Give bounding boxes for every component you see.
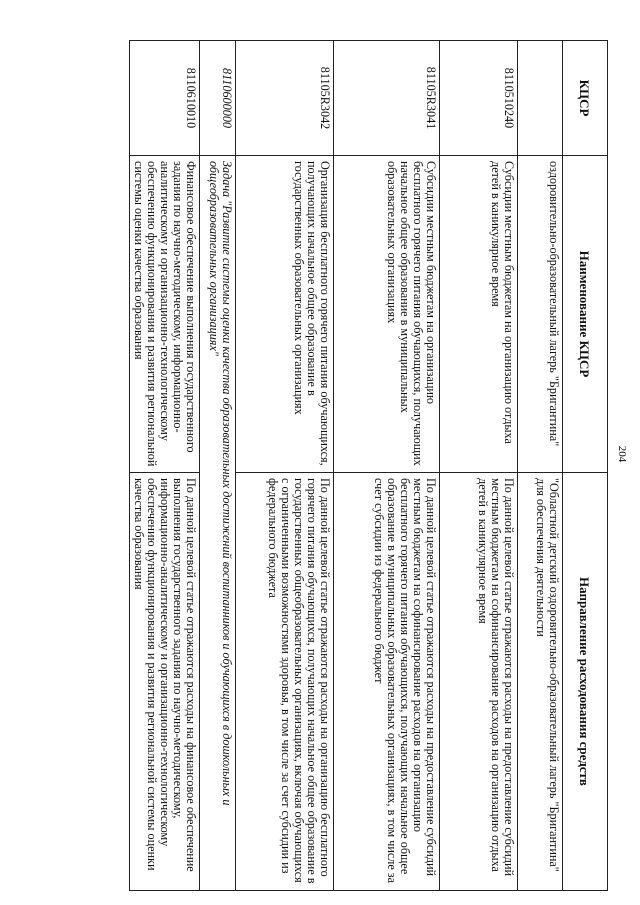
header-kcsr-name: Наименование КЦСР: [563, 156, 608, 473]
row-direction: По данной целевой статье отражаются расходы на предоставление субсидий местным бюджетам на софинансирование расходов на организацию бесплатного горячего питания обучающихся, получающих начальное общее образование в муниципальных образовательных организациях, в том числе за счет субсидии из федерального бюджет: [334, 473, 440, 891]
row-name: Субсидии местным бюджетам на организацию бесплатного горячего питания обучающихся, получающих начальное общее образование в муниципальных образовательных организациях: [334, 156, 440, 473]
header-kcsr: КЦСР: [563, 41, 608, 156]
row-code: 8110510240: [440, 41, 518, 156]
row-direction: По данной целевой статье отражаются расходы на предоставление субсидий местным бюджетам на софинансирование расходов на организацию отдыха детей в каникулярное время: [440, 473, 518, 891]
task-code: 8110600000: [200, 41, 236, 156]
table-container: [88, 40, 608, 890]
row-direction: "Областной детский оздоровительно-образовательный лагерь "Бригантина" для обеспечения деятельности: [518, 473, 563, 891]
task-row: [200, 41, 236, 891]
row-code: 81105R3042: [236, 41, 334, 156]
table-row: [236, 41, 334, 891]
row-name: Организация бесплатного горячего питания обучающихся, получающих начальное общее образование в государственных образовательных организациях: [236, 156, 334, 473]
table-row: [518, 41, 563, 891]
table-header-row: [563, 41, 608, 891]
row-code: [518, 41, 563, 156]
kcsr-table: [129, 40, 608, 891]
page-number: 204: [616, 445, 628, 463]
table-row: [130, 41, 200, 891]
row-code: 81105R3041: [334, 41, 440, 156]
header-direction: Направление расходования средств: [563, 473, 608, 891]
row-direction: По данной целевой статье отражаются расходы на организацию бесплатного горячего питания обучающихся, получающих начальное общее образование в государственных общеобразовательных организациях, включая обучающихся с ограниченными возможностями здоровья, в том числе за счет субсидии из федерального бюджета: [236, 473, 334, 891]
row-code: 8110610010: [130, 41, 200, 156]
row-name: оздоровительно-образовательный лагерь "Бригантина": [518, 156, 563, 473]
row-name: Субсидии местным бюджетам на организацию отдыха детей в каникулярное время: [440, 156, 518, 473]
table-row: [334, 41, 440, 891]
row-name: Финансовое обеспечение выполнения государственного задания по научно-методическому, информационно-аналитическому и организационно-технологическому обеспечению функционирования и развития региональной системы оценки качества образования: [130, 156, 200, 473]
row-direction: По данной целевой статье отражаются расходы на финансовое обеспечение выполнения государственного задания по научно-методическому, информационно-аналитическому и организационно-технологическому обеспечению функционирования и развития региональной системы оценки качества образования: [130, 473, 200, 891]
rotated-table-frame: [88, 40, 608, 890]
task-text: Задача "Развитие системы оценки качества образовательных достижений воспитанников и обучающихся в дошкольных и общеобразовательных организациях": [200, 156, 236, 891]
table-row: [440, 41, 518, 891]
